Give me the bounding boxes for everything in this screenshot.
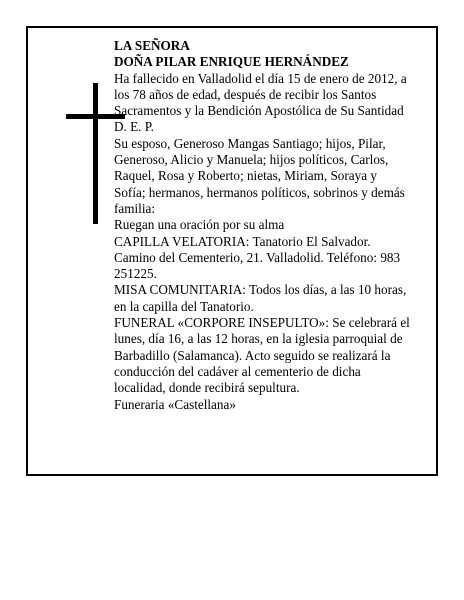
funeral-home	[114, 397, 426, 413]
text-line: Sacramentos y la Bendición Apostólica de Su Santidad	[114, 103, 404, 119]
prayer-request	[114, 217, 426, 233]
family-list	[114, 136, 426, 217]
text-line: lunes, día 16, a las 12 horas, en la iglesia parroquial de	[114, 331, 403, 347]
text-line: Funeraria «Castellana»	[114, 396, 236, 412]
text-line: en la capilla del Tanatorio.	[114, 298, 254, 314]
funeral-info	[114, 315, 426, 396]
text-line: 251225.	[114, 266, 157, 282]
obituary-notice-text	[114, 38, 426, 413]
text-line: conducción del cadáver al cementerio de dicha	[114, 363, 361, 379]
cross-icon	[93, 83, 98, 224]
text-line: D. E. P.	[114, 119, 154, 135]
text-line: MISA COMUNITARIA: Todos los días, a las 10 horas,	[114, 282, 407, 298]
text-line: Barbadillo (Salamanca). Acto seguido se realizará la	[114, 347, 391, 363]
notice-title: LA SEÑORA	[114, 38, 190, 53]
text-line: FUNERAL «CORPORE INSEPULTO»: Se celebrará el	[114, 315, 410, 331]
text-line: Ha fallecido en Valladolid el día 15 de enero de 2012, a	[114, 70, 407, 86]
text-line: los 78 años de edad, después de recibir los Santos	[114, 86, 377, 102]
death-announcement	[114, 71, 426, 136]
text-line: localidad, donde recibirá sepultura.	[114, 380, 300, 396]
deceased-name: DOÑA PILAR ENRIQUE HERNÁNDEZ	[114, 54, 349, 70]
text-line: Su esposo, Generoso Mangas Santiago; hijos, Pilar,	[114, 135, 386, 151]
chapel-info	[114, 234, 426, 283]
text-line: Camino del Cementerio, 21. Valladolid. Teléfono: 983	[114, 249, 401, 265]
text-line: familia:	[114, 200, 156, 216]
text-line: Generoso, Alicio y Manuela; hijos políticos, Carlos,	[114, 152, 389, 168]
text-line: Ruegan una oración por su alma	[114, 217, 285, 233]
mass-info	[114, 282, 426, 315]
text-line: Sofía; hermanos, hermanos políticos, sobrinos y demás	[114, 184, 405, 200]
text-line: CAPILLA VELATORIA: Tanatorio El Salvador.	[114, 233, 371, 249]
text-line: Raquel, Rosa y Roberto; nietas, Miriam, Soraya y	[114, 168, 377, 184]
